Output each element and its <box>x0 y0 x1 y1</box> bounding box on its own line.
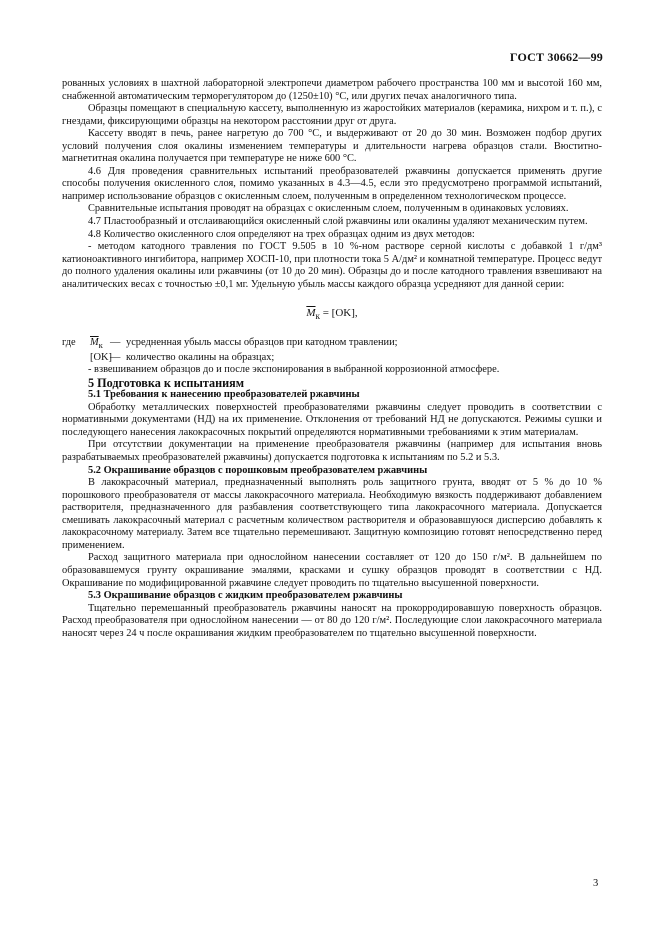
paragraph: При отсутствии документации на применение преобразователя ржавчины (например для испытания вновь разрабатываемых преобразователей ржавчины) допускается подготовка к испытаниям по 5.2 и 5.3. <box>62 439 602 464</box>
formula-subscript: к <box>315 311 320 322</box>
subsection-5-2-title: 5.2 Окрашивание образцов с порошковым преобразователем ржавчины <box>88 464 428 476</box>
legend-symbol: [OK] <box>90 351 112 363</box>
page-number: 3 <box>593 878 599 889</box>
legend-text: усредненная убыль массы образцов при катодном травлении; <box>126 337 398 349</box>
formula-legend <box>62 337 602 364</box>
paragraph: Образцы помещают в специальную кассету, выполненную из жаростойких материалов (керамика, нихром и т. п.), с гнездами, фиксирующими образцы на некотором расстоянии друг от друга. <box>62 103 602 127</box>
standard-header: ГОСТ 30662—99 <box>509 50 603 64</box>
subsection-5-3-title: 5.3 Окрашивание образцов с жидким преобразователем ржавчины <box>88 590 403 602</box>
legend-prefix: где <box>62 337 76 349</box>
paragraph: Расход защитного материала при однослойном нанесении составляет от 120 до 150 г/м². В дальнейшем по образовавшемуся грунту окрашивание эмалями, красками и сушку образцов проводят в соответствии с НД. Окрашивание по модифицированной ржавчине следует проводить по тщательно высушенной поверхности. <box>62 552 602 589</box>
paragraph: Сравнительные испытания проводят на образцах с окисленным слоем, полученным в одинаковых условиях. <box>88 203 569 215</box>
legend-symbol: $\overline{M}_к$ <box>90 337 103 351</box>
paragraph: Кассету вводят в печь, ранее нагретую до 700 °С, и выдерживают от 20 до 30 мин. Возможен подбор других условий получения слоя окалины изменением температуры и длительности нагрева образцов стали. Вюститно-магнетитная окалина получается при температуре не ниже 600 °С. <box>62 128 602 165</box>
subsection-5-1-title: 5.1 Требования к нанесению преобразователей ржавчины <box>88 389 360 401</box>
formula-symbol: $\overline{M}$ <box>306 307 316 320</box>
paragraph-4-8: 4.8 Количество окисленного слоя определяют на трех образцах одним из двух методов: <box>88 228 475 240</box>
legend-dash: — <box>110 337 121 349</box>
paragraph: рованных условиях в шахтной лабораторной электропечи диаметром рабочего пространства 100 мм и высотой 160 мм, снабженной автоматическим терморегулятором до (1250±10) °С, или других печах аналогичного типа. <box>62 78 602 102</box>
formula-rhs: = [OK], <box>319 307 358 320</box>
legend-dash: — <box>110 351 121 363</box>
legend-text: количество окалины на образцах; <box>126 351 275 363</box>
paragraph-4-7: 4.7 Пластообразный и отслаивающийся окисленный слой ржавчины или окалины удаляют механическим путем. <box>88 216 588 228</box>
section-title: 5 Подготовка к испытаниям <box>88 375 245 390</box>
paragraph: В лакокрасочный материал, предназначенный выполнять роль защитного грунта, вводят от 5 % до 10 % порошкового преобразователя от массы лакокрасочного материала. Необходимую вязкость поддерживают добавлением растворителя, предназначенного для разбавления соответствующего типа лакокрасочного материала. Допускается смешивать лакокрасочный материал с расчетным количеством растворителя и образовавшуюся дисперсию добавлять к лакокрасочному материалу. Затем все тщательно перемешивают. Защитную композицию готовят непосредственно перед применением. <box>62 477 602 551</box>
page-content <box>62 78 602 640</box>
legend-prefix <box>62 352 90 365</box>
paragraph: Обработку металлических поверхностей преобразователями ржавчины следует проводить в соответствии с нормативными документами (НД) на их применение. Отклонения от требований НД не допускаются. Режимы сушки и последующего нанесения лакокрасочных покрытий определяются нормативными требованиями к этим материалам. <box>62 401 602 438</box>
paragraph-method: - методом катодного травления по ГОСТ 9.505 в 10 %-ном растворе серной кислоты с добавкой 1 г/дм³ катионоактивного ингибитора, например ХОСП-10, при плотности тока 5 А/дм² и комнатной температуре. Процесс ведут до полного удаления окалины или ржавчины (от 10 до 20 мин). Образцы до и после катодного травления взвешивают на аналитических весах с точностью ±0,1 мг. Удельную убыль массы каждого образца усредняют для данной серии: <box>62 241 602 290</box>
paragraph-weighing: - взвешиванием образцов до и после экспонирования в выбранной коррозионной атмосфере. <box>88 364 500 376</box>
paragraph: Тщательно перемешанный преобразователь ржавчины наносят на прокорродировавшую поверхность образцов. Расход преобразователя при однослойном нанесении — от 80 до 120 г/м². Последующие слои лакокрасочного материала наносят через 24 ч после окрашивания жидким преобразователем по тщательно высушенной поверхности. <box>62 602 602 639</box>
paragraph-4-6: 4.6 Для проведения сравнительных испытаний преобразователей ржавчины допускается применять другие способы получения окисленного слоя, помимо указанных в 4.3—4.5, если это предусмотрено программой испытаний, например использование образцов с окисленным слоем, полученным в определенном технологическом процессе. <box>62 165 602 202</box>
formula <box>62 307 602 323</box>
